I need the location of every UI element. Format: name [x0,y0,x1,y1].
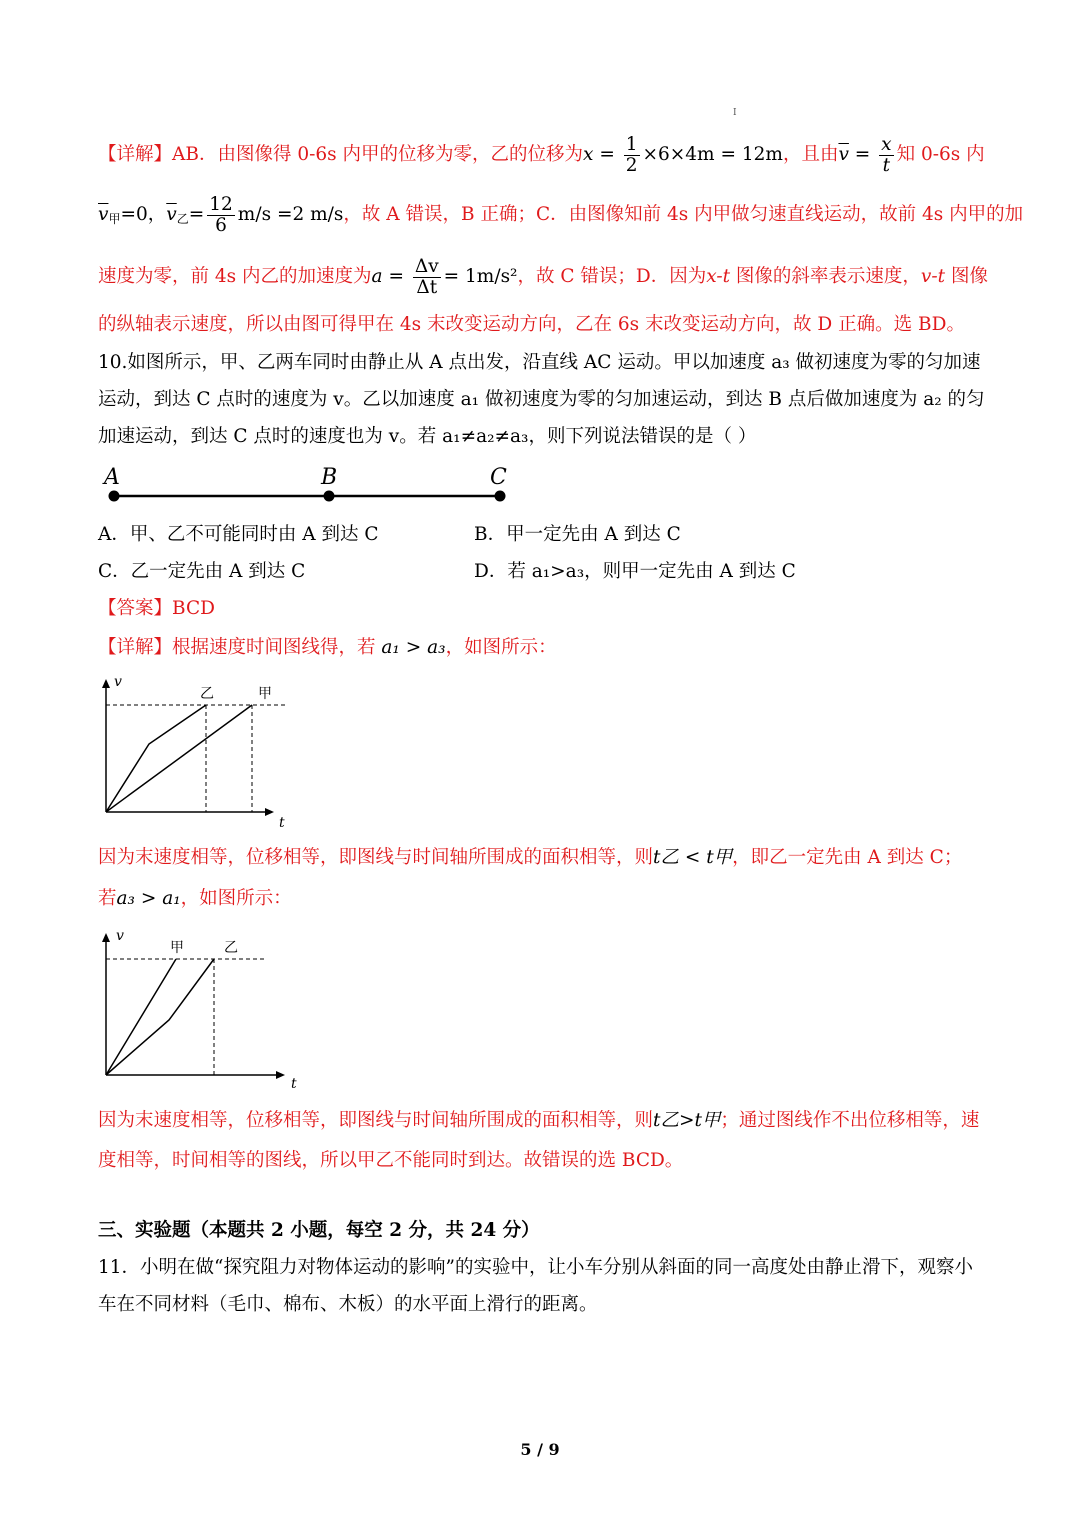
label-yi: 乙 [224,940,238,956]
q10-conclusion-2-line2: 度相等，时间相等的图线，所以甲乙不能同时到达。故错误的选 BCD。 [98,1150,684,1171]
q9-detail-line3: 速度为零，前 4s 内乙的加速度为a = $\frac{\Delta v}{\Delta t}$ = 1m/s²，故 C 错误；D．因为x-t 图像的斜率表示速度，v-t 图像 [98,255,988,298]
option-c: C．乙一定先由 A 到达 C [98,561,306,582]
page-number: 5 / 9 [520,1440,560,1459]
option-a: A．甲、乙不可能同时由 A 到达 C [98,524,379,545]
line-segment-figure [100,460,520,510]
line-jia [106,705,252,812]
label-a: A [104,465,120,490]
line-jia [106,959,176,1075]
q10-conclusion-1: 因为末速度相等，位移相等，即图线与时间轴所围成的面积相等，则t乙 < t甲，即乙一定先由 A 到达 C； [98,847,963,868]
line-yi [106,705,206,812]
q10-stem-line2: 运动，到达 C 点时的速度为 v。乙以加速度 a₁ 做初速度为零的匀加速运动，到达 B 点后做加速度为 a₂ 的匀 [98,389,985,410]
q10-stem-line3: 加速运动，到达 C 点时的速度也为 v。若 a₁≠a₂≠a₃，则下列说法错误的是（ ） [98,426,757,447]
option-b: B．甲一定先由 A 到达 C [474,524,681,545]
q10-answer: 【答案】BCD [98,598,215,619]
q10-detail-intro: 【详解】根据速度时间图线得，若 a₁ > a₃，如图所示： [98,637,557,658]
point-c [495,491,506,502]
section-title: 三、实验题（本题共 2 小题，每空 2 分，共 24 分） [98,1220,540,1241]
axis-v-label: v [114,674,122,690]
vt-graph-2 [96,922,306,1092]
q9-detail-line4: 的纵轴表示速度，所以由图可得甲在 4s 末改变运动方向，乙在 6s 末改变运动方向，故 D 正确。选 BD。 [98,314,965,335]
axis-t-label: t [291,1076,297,1092]
label-yi: 乙 [200,686,214,702]
point-b [324,491,335,502]
q10-conclusion-2-line1: 因为末速度相等，位移相等，即图线与时间轴所围成的面积相等，则t乙>t甲；通过图线作不出位移相等，速 [98,1110,980,1131]
axis-t-label: t [279,815,285,830]
label-jia: 甲 [170,940,184,956]
label-c: C [490,465,507,490]
q10-case-2: 若a₃ > a₁，如图所示： [98,888,292,909]
label-jia: 甲 [258,686,272,702]
q10-stem-line1: 10.如图所示，甲、乙两车同时由静止从 A 点出发，沿直线 AC 运动。甲以加速度 a₃ 做初速度为零的匀加速 [98,352,981,373]
header-mark: I [733,108,737,118]
line-yi [106,959,214,1075]
point-a [109,491,120,502]
option-d: D．若 a₁>a₃，则甲一定先由 A 到达 C [474,561,796,582]
vt-graph-1 [96,670,296,830]
q9-detail-line2: $\overline{v}_甲=0$，$\overline{v}_乙=$ $\frac{12}{6}$ m/s =2 m/s，故 A 错误，B 正确；C．由图像知前 4s 内甲做匀速直线运动，故前 4s 内甲的加 [98,193,1024,236]
label-b: B [321,465,338,490]
q11-line1: 11．小明在做“探究阻力对物体运动的影响”的实验中，让小车分别从斜面的同一高度处由静止滑下，观察小 [98,1257,973,1278]
q11-line2: 车在不同材料（毛巾、棉布、木板）的水平面上滑行的距离。 [98,1294,598,1315]
axis-v-label: v [116,928,124,944]
q9-detail-line1: 【详解】AB．由图像得 0-6s 内甲的位移为零，乙的位移为x = $\frac{1}{2}$ ×6×4m = 12m，且由$\overline{v}$ = $\frac{x}{t}$ 知 0-6s 内 [98,133,985,176]
